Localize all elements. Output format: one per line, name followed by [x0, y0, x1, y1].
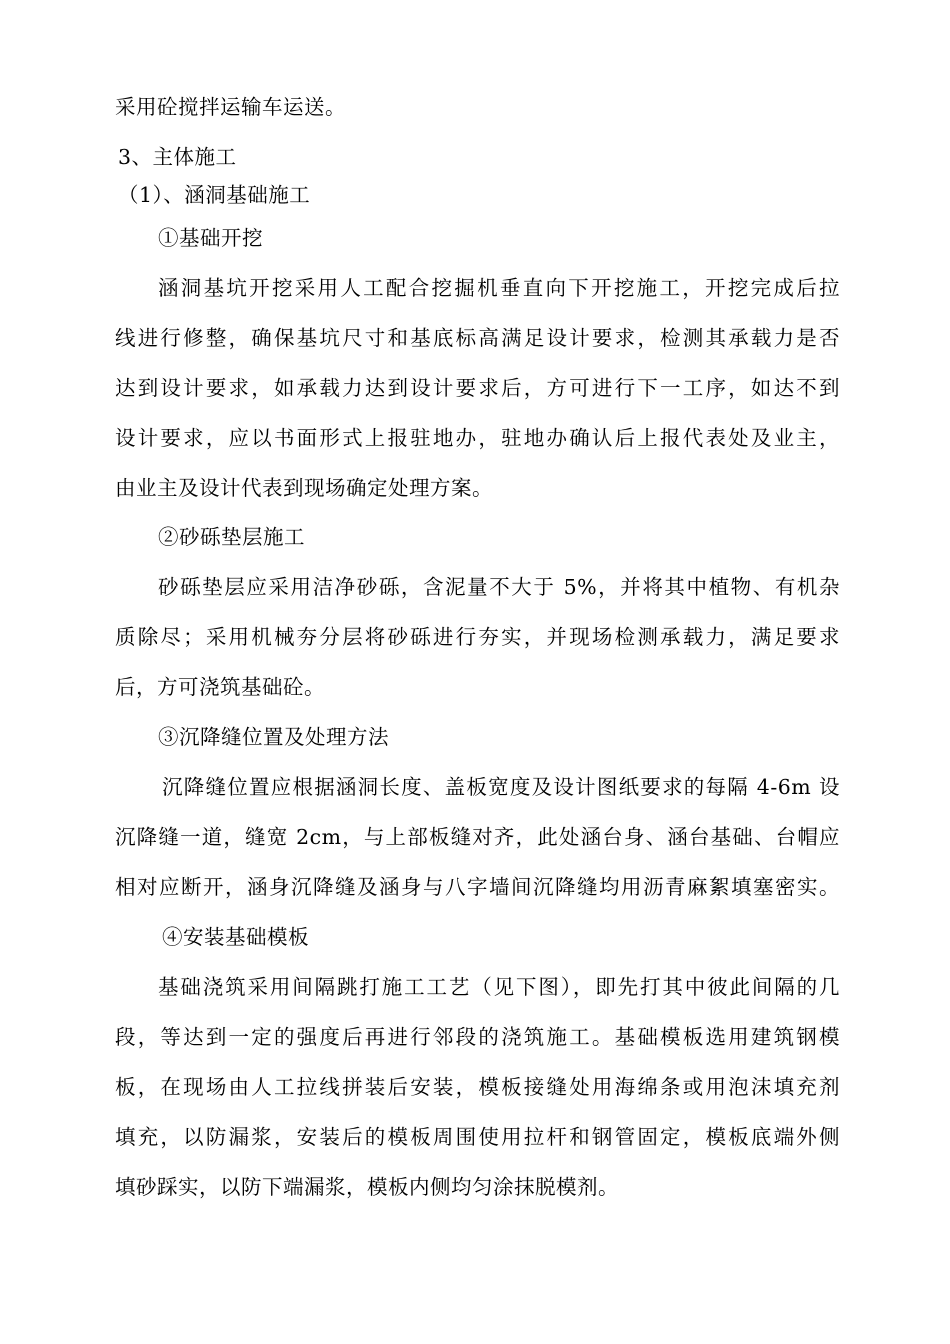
paragraph-formwork-line-4: 填充，以防漏浆，安装后的模板周围使用拉杆和钢管固定，模板底端外侧 — [115, 1125, 840, 1149]
item-heading-excavation: ①基础开挖 — [158, 226, 263, 250]
paragraph-excavation-line-5: 由业主及设计代表到现场确定处理方案。 — [115, 476, 493, 500]
paragraph-gravel-line-1: 砂砾垫层应采用洁净砂砾，含泥量不大于 5%，并将其中植物、有机杂 — [158, 575, 840, 599]
paragraph-formwork-line-2: 段，等达到一定的强度后再进行邻段的浇筑施工。基础模板选用建筑钢模 — [115, 1025, 840, 1049]
section-heading-main-construction: 3、主体施工 — [118, 145, 237, 169]
paragraph-gravel-line-3: 后，方可浇筑基础砼。 — [115, 675, 325, 699]
item-heading-gravel-cushion: ②砂砾垫层施工 — [158, 525, 305, 549]
paragraph-joint-line-1: 沉降缝位置应根据涵洞长度、盖板宽度及设计图纸要求的每隔 4-6m 设 — [162, 775, 840, 799]
paragraph-formwork-line-3: 板，在现场由人工拉线拼装后安装，模板接缝处用海绵条或用泡沫填充剂 — [115, 1075, 840, 1099]
paragraph-joint-line-3: 相对应断开，涵身沉降缝及涵身与八字墙间沉降缝均用沥青麻絮填塞密实。 — [115, 875, 840, 899]
text-line-1: 采用砼搅拌运输车运送。 — [115, 95, 346, 119]
paragraph-excavation-line-4: 设计要求，应以书面形式上报驻地办，驻地办确认后上报代表处及业主， — [115, 426, 840, 450]
paragraph-formwork-line-1: 基础浇筑采用间隔跳打施工工艺（见下图），即先打其中彼此间隔的几 — [158, 975, 840, 999]
paragraph-excavation-line-3: 达到设计要求，如承载力达到设计要求后，方可进行下一工序，如达不到 — [115, 376, 840, 400]
subsection-heading-culvert-foundation: （1）、涵洞基础施工 — [118, 183, 311, 207]
item-heading-settlement-joint: ③沉降缝位置及处理方法 — [158, 725, 389, 749]
paragraph-excavation-line-1: 涵洞基坑开挖采用人工配合挖掘机垂直向下开挖施工，开挖完成后拉 — [158, 276, 840, 300]
paragraph-formwork-line-5: 填砂踩实，以防下端漏浆，模板内侧均匀涂抹脱模剂。 — [115, 1175, 619, 1199]
item-heading-formwork: ④安装基础模板 — [162, 925, 309, 949]
paragraph-gravel-line-2: 质除尽；采用机械夯分层将砂砾进行夯实，并现场检测承载力，满足要求 — [115, 625, 840, 649]
paragraph-joint-line-2: 沉降缝一道，缝宽 2cm，与上部板缝对齐，此处涵台身、涵台基础、台帽应 — [115, 825, 840, 849]
paragraph-excavation-line-2: 线进行修整，确保基坑尺寸和基底标高满足设计要求，检测其承载力是否 — [115, 326, 840, 350]
